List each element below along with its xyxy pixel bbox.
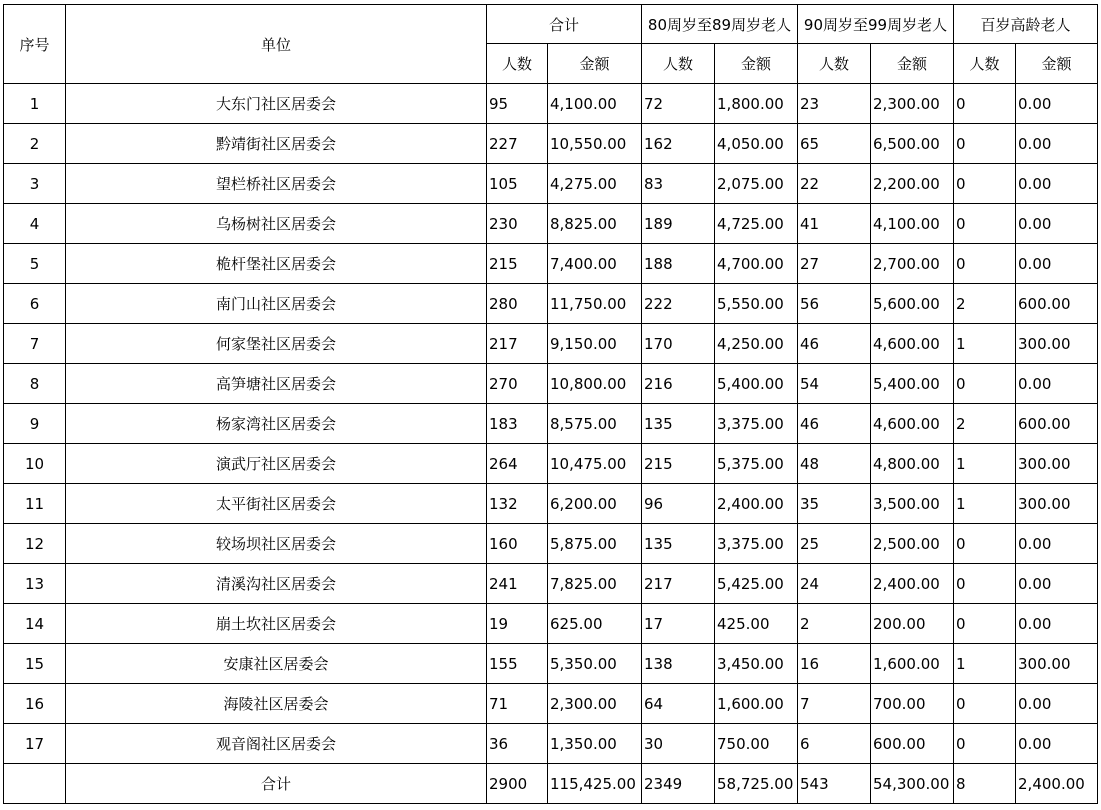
cell-amount-90-99: 2,400.00 [871,564,954,604]
cell-total-count: 132 [487,484,548,524]
cell-total-count: 36 [487,724,548,764]
cell-amount-100: 300.00 [1016,644,1098,684]
cell-total-count: 280 [487,284,548,324]
cell-amount-90-99: 4,100.00 [871,204,954,244]
cell-count-90-99: 56 [798,284,871,324]
cell-count-80-89: 216 [642,364,715,404]
row-seq: 14 [4,604,66,644]
table-row [4,684,1098,724]
cell-total-count: 241 [487,564,548,604]
cell-count-100: 0 [954,84,1016,124]
row-seq: 9 [4,404,66,444]
cell-count-90-99: 46 [798,404,871,444]
cell-amount-80-89: 4,250.00 [715,324,798,364]
row-seq: 1 [4,84,66,124]
cell-total-count: 105 [487,164,548,204]
cell-amount-80-89: 2,075.00 [715,164,798,204]
cell-count-90-99: 22 [798,164,871,204]
cell-total-count: 71 [487,684,548,724]
row-unit: 合计 [66,764,487,804]
cell-amount-80-89: 1,600.00 [715,684,798,724]
cell-amount-90-99: 2,200.00 [871,164,954,204]
cell-count-90-99: 25 [798,524,871,564]
cell-total-amount: 7,400.00 [548,244,642,284]
cell-amount-80-89: 4,050.00 [715,124,798,164]
cell-amount-90-99: 6,500.00 [871,124,954,164]
cell-amount-100: 0.00 [1016,604,1098,644]
row-seq: 3 [4,164,66,204]
cell-total-count: 270 [487,364,548,404]
table-row [4,564,1098,604]
cell-total-amount: 8,825.00 [548,204,642,244]
cell-count-80-89: 217 [642,564,715,604]
header-sub-count: 人数 [954,44,1016,84]
cell-total-amount: 10,475.00 [548,444,642,484]
cell-count-90-99: 65 [798,124,871,164]
cell-total-count: 230 [487,204,548,244]
header-group-90-99: 90周岁至99周岁老人 [798,5,954,44]
cell-amount-100: 0.00 [1016,364,1098,404]
table-row [4,364,1098,404]
cell-count-100: 2 [954,404,1016,444]
row-unit: 南门山社区居委会 [66,284,487,324]
cell-count-100: 0 [954,364,1016,404]
row-unit: 望栏桥社区居委会 [66,164,487,204]
cell-amount-100: 300.00 [1016,444,1098,484]
cell-amount-90-99: 5,400.00 [871,364,954,404]
table-row [4,124,1098,164]
cell-total-amount: 6,200.00 [548,484,642,524]
cell-total-amount: 8,575.00 [548,404,642,444]
cell-amount-90-99: 54,300.00 [871,764,954,804]
cell-amount-100: 0.00 [1016,564,1098,604]
cell-total-count: 155 [487,644,548,684]
cell-total-amount: 4,275.00 [548,164,642,204]
cell-count-100: 1 [954,444,1016,484]
cell-count-100: 2 [954,284,1016,324]
cell-amount-80-89: 4,700.00 [715,244,798,284]
cell-amount-100: 300.00 [1016,324,1098,364]
cell-total-amount: 2,300.00 [548,684,642,724]
cell-count-100: 0 [954,724,1016,764]
cell-count-80-89: 188 [642,244,715,284]
cell-count-100: 0 [954,524,1016,564]
table-body [4,84,1098,804]
row-seq: 6 [4,284,66,324]
cell-count-90-99: 24 [798,564,871,604]
cell-count-90-99: 48 [798,444,871,484]
cell-count-90-99: 6 [798,724,871,764]
cell-count-90-99: 23 [798,84,871,124]
cell-amount-80-89: 3,450.00 [715,644,798,684]
cell-amount-100: 600.00 [1016,404,1098,444]
row-unit: 黔靖街社区居委会 [66,124,487,164]
cell-amount-100: 0.00 [1016,684,1098,724]
table-row [4,164,1098,204]
cell-amount-90-99: 4,600.00 [871,324,954,364]
header-sub-count: 人数 [798,44,871,84]
cell-amount-90-99: 600.00 [871,724,954,764]
cell-count-90-99: 16 [798,644,871,684]
cell-count-80-89: 135 [642,524,715,564]
row-seq: 4 [4,204,66,244]
row-unit: 崩土坎社区居委会 [66,604,487,644]
header-sub-count: 人数 [487,44,548,84]
cell-total-amount: 11,750.00 [548,284,642,324]
cell-total-count: 19 [487,604,548,644]
cell-amount-100: 0.00 [1016,244,1098,284]
cell-total-amount: 115,425.00 [548,764,642,804]
row-seq: 15 [4,644,66,684]
table-row [4,84,1098,124]
cell-count-90-99: 2 [798,604,871,644]
cell-amount-100: 2,400.00 [1016,764,1098,804]
table-row [4,524,1098,564]
row-unit: 杨家湾社区居委会 [66,404,487,444]
row-seq: 2 [4,124,66,164]
cell-count-90-99: 27 [798,244,871,284]
cell-count-80-89: 2349 [642,764,715,804]
cell-amount-90-99: 4,800.00 [871,444,954,484]
cell-amount-80-89: 5,425.00 [715,564,798,604]
cell-count-100: 0 [954,244,1016,284]
cell-count-80-89: 215 [642,444,715,484]
cell-amount-80-89: 1,800.00 [715,84,798,124]
cell-count-100: 0 [954,204,1016,244]
header-group-total: 合计 [487,5,642,44]
row-unit: 清溪沟社区居委会 [66,564,487,604]
row-unit: 高笋塘社区居委会 [66,364,487,404]
cell-count-100: 1 [954,324,1016,364]
cell-count-100: 0 [954,564,1016,604]
cell-count-80-89: 96 [642,484,715,524]
row-unit: 何家堡社区居委会 [66,324,487,364]
cell-count-80-89: 17 [642,604,715,644]
row-unit: 桅杆堡社区居委会 [66,244,487,284]
cell-total-amount: 5,875.00 [548,524,642,564]
cell-count-80-89: 30 [642,724,715,764]
cell-amount-100: 600.00 [1016,284,1098,324]
cell-amount-80-89: 5,550.00 [715,284,798,324]
cell-amount-90-99: 2,300.00 [871,84,954,124]
table-row [4,444,1098,484]
cell-amount-100: 300.00 [1016,484,1098,524]
cell-total-count: 215 [487,244,548,284]
cell-count-80-89: 83 [642,164,715,204]
cell-amount-80-89: 425.00 [715,604,798,644]
cell-total-amount: 5,350.00 [548,644,642,684]
cell-amount-100: 0.00 [1016,84,1098,124]
header-sub-count: 人数 [642,44,715,84]
row-unit: 观音阁社区居委会 [66,724,487,764]
table-row [4,724,1098,764]
cell-total-amount: 7,825.00 [548,564,642,604]
table-row [4,404,1098,444]
row-seq: 17 [4,724,66,764]
cell-count-90-99: 54 [798,364,871,404]
table-row [4,204,1098,244]
cell-count-100: 1 [954,484,1016,524]
cell-total-count: 2900 [487,764,548,804]
cell-total-count: 227 [487,124,548,164]
cell-total-count: 264 [487,444,548,484]
cell-count-100: 8 [954,764,1016,804]
header-sub-amount: 金额 [548,44,642,84]
table-row [4,284,1098,324]
row-seq: 16 [4,684,66,724]
cell-count-100: 0 [954,604,1016,644]
cell-count-80-89: 162 [642,124,715,164]
cell-total-count: 183 [487,404,548,444]
row-seq: 10 [4,444,66,484]
table-row [4,484,1098,524]
cell-count-90-99: 46 [798,324,871,364]
row-seq: 8 [4,364,66,404]
cell-count-100: 0 [954,684,1016,724]
cell-count-80-89: 189 [642,204,715,244]
subsidy-table [3,4,1098,804]
cell-total-amount: 4,100.00 [548,84,642,124]
row-unit: 乌杨树社区居委会 [66,204,487,244]
cell-amount-90-99: 4,600.00 [871,404,954,444]
cell-amount-80-89: 5,400.00 [715,364,798,404]
row-unit: 大东门社区居委会 [66,84,487,124]
header-sub-amount: 金额 [871,44,954,84]
row-unit: 较场坝社区居委会 [66,524,487,564]
row-unit: 演武厅社区居委会 [66,444,487,484]
cell-amount-90-99: 2,700.00 [871,244,954,284]
cell-amount-100: 0.00 [1016,204,1098,244]
cell-total-amount: 10,800.00 [548,364,642,404]
cell-amount-90-99: 200.00 [871,604,954,644]
cell-amount-100: 0.00 [1016,164,1098,204]
row-unit: 安康社区居委会 [66,644,487,684]
cell-amount-100: 0.00 [1016,524,1098,564]
cell-amount-80-89: 2,400.00 [715,484,798,524]
cell-amount-90-99: 700.00 [871,684,954,724]
cell-amount-80-89: 3,375.00 [715,524,798,564]
cell-amount-80-89: 4,725.00 [715,204,798,244]
cell-count-80-89: 64 [642,684,715,724]
row-unit: 海陵社区居委会 [66,684,487,724]
row-seq: 13 [4,564,66,604]
row-seq: 5 [4,244,66,284]
row-seq: 7 [4,324,66,364]
cell-amount-80-89: 3,375.00 [715,404,798,444]
table-row [4,244,1098,284]
cell-count-80-89: 222 [642,284,715,324]
cell-amount-90-99: 3,500.00 [871,484,954,524]
row-seq [4,764,66,804]
header-sub-amount: 金额 [1016,44,1098,84]
cell-amount-80-89: 750.00 [715,724,798,764]
header-unit: 单位 [66,5,487,84]
table-row [4,324,1098,364]
cell-count-80-89: 72 [642,84,715,124]
total-row [4,764,1098,804]
cell-total-amount: 625.00 [548,604,642,644]
cell-count-90-99: 7 [798,684,871,724]
cell-amount-100: 0.00 [1016,124,1098,164]
row-seq: 12 [4,524,66,564]
header-row-1 [4,5,1098,44]
header-seq: 序号 [4,5,66,84]
cell-count-90-99: 35 [798,484,871,524]
cell-amount-100: 0.00 [1016,724,1098,764]
cell-count-80-89: 170 [642,324,715,364]
cell-amount-90-99: 1,600.00 [871,644,954,684]
cell-total-amount: 9,150.00 [548,324,642,364]
cell-total-count: 217 [487,324,548,364]
cell-amount-90-99: 5,600.00 [871,284,954,324]
row-seq: 11 [4,484,66,524]
cell-total-amount: 1,350.00 [548,724,642,764]
cell-amount-80-89: 58,725.00 [715,764,798,804]
cell-count-80-89: 138 [642,644,715,684]
cell-count-90-99: 543 [798,764,871,804]
cell-total-count: 160 [487,524,548,564]
cell-count-100: 1 [954,644,1016,684]
table-row [4,644,1098,684]
cell-amount-80-89: 5,375.00 [715,444,798,484]
header-group-100: 百岁高龄老人 [954,5,1098,44]
cell-amount-90-99: 2,500.00 [871,524,954,564]
row-unit: 太平街社区居委会 [66,484,487,524]
cell-total-amount: 10,550.00 [548,124,642,164]
table-row [4,604,1098,644]
cell-count-100: 0 [954,124,1016,164]
cell-count-100: 0 [954,164,1016,204]
cell-count-80-89: 135 [642,404,715,444]
cell-count-90-99: 41 [798,204,871,244]
header-sub-amount: 金额 [715,44,798,84]
header-group-80-89: 80周岁至89周岁老人 [642,5,798,44]
cell-total-count: 95 [487,84,548,124]
